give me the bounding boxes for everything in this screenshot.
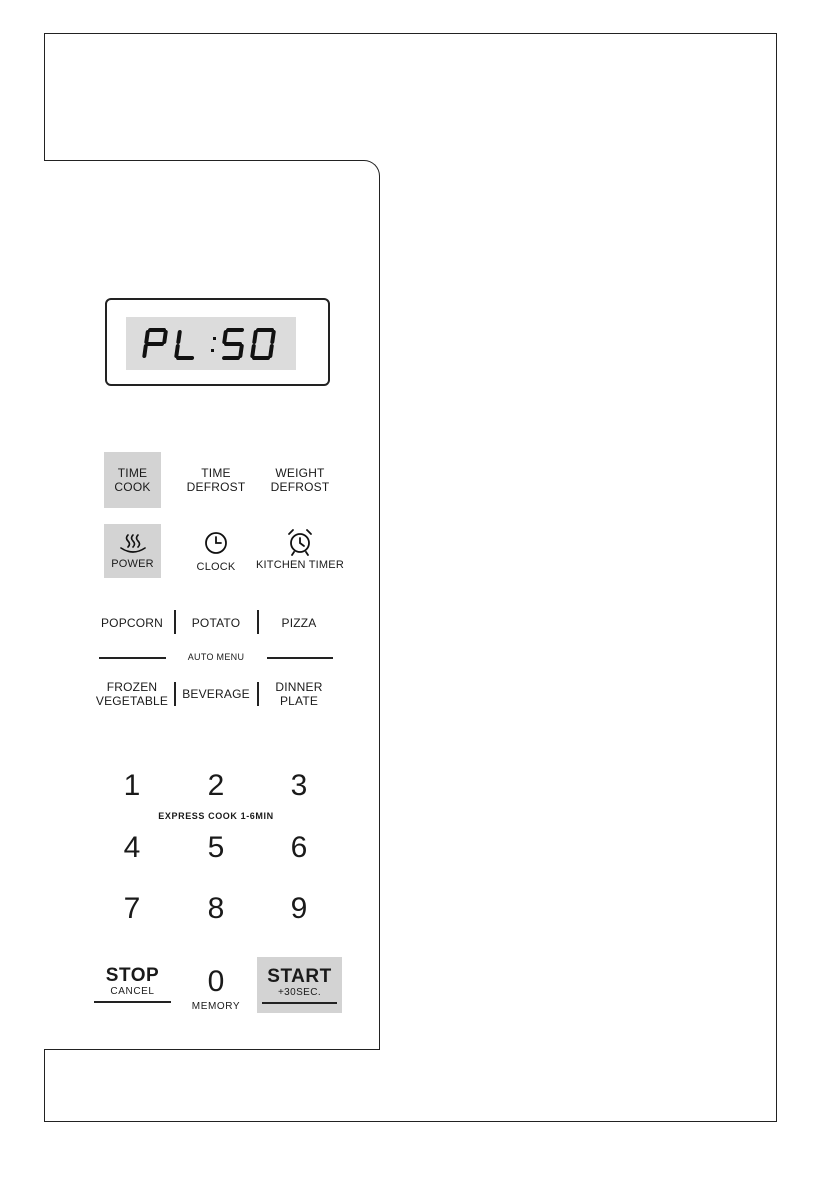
start-underline: [262, 1002, 337, 1004]
divider: [174, 682, 176, 706]
dinner-plate-label-1: DINNER: [275, 680, 323, 694]
time-cook-label-2: COOK: [114, 480, 151, 494]
auto-menu-rule-right: [267, 657, 333, 659]
memory-label: MEMORY: [191, 1001, 241, 1012]
digit-8-button[interactable]: 8: [207, 892, 225, 925]
kitchen-timer-label: KITCHEN TIMER: [256, 559, 344, 571]
pizza-label: PIZZA: [281, 616, 317, 630]
popcorn-label: POPCORN: [100, 616, 164, 630]
frozen-vegetable-label-1: FROZEN: [106, 680, 158, 694]
popcorn-button[interactable]: [94, 616, 170, 630]
time-cook-label-1: TIME: [117, 466, 148, 480]
start-30sec-button[interactable]: [257, 957, 342, 1013]
cancel-label: CANCEL: [110, 986, 155, 997]
potato-label: POTATO: [191, 616, 241, 630]
steam-icon: [118, 532, 148, 554]
divider: [174, 610, 176, 634]
auto-menu-label: AUTO MENU: [187, 652, 245, 662]
dinner-plate-button[interactable]: [262, 680, 336, 708]
weight-defrost-label-2: DEFROST: [270, 480, 330, 494]
clock-icon: [203, 530, 229, 556]
seven-segment-readout: [126, 317, 296, 370]
power-button[interactable]: [104, 524, 161, 578]
digit-9-button[interactable]: 9: [290, 892, 308, 925]
kitchen-timer-button[interactable]: [256, 528, 344, 572]
30sec-label: +30SEC.: [277, 987, 322, 998]
time-defrost-button[interactable]: [180, 466, 252, 494]
digit-5: [222, 330, 244, 358]
time-cook-button[interactable]: [104, 452, 161, 508]
colon: [211, 337, 216, 352]
display-screen: [126, 317, 296, 370]
clock-button[interactable]: [182, 530, 250, 574]
digit-1-button[interactable]: 1: [123, 769, 141, 802]
digit-l: [176, 332, 196, 358]
digit-2-button[interactable]: 2: [207, 769, 225, 802]
digit-6-button[interactable]: 6: [290, 831, 308, 864]
express-cook-label: EXPRESS COOK 1-6MIN: [158, 811, 274, 821]
digit-p: [144, 330, 166, 356]
divider: [257, 682, 259, 706]
alarm-clock-icon: [285, 528, 315, 556]
pizza-button[interactable]: [262, 616, 336, 630]
stop-underline: [94, 1001, 171, 1003]
time-defrost-label-2: DEFROST: [186, 480, 246, 494]
digit-7-button[interactable]: 7: [123, 892, 141, 925]
power-label: POWER: [111, 558, 154, 570]
stop-label: STOP: [105, 965, 160, 986]
auto-menu-rule-left: [99, 657, 166, 659]
dinner-plate-label-2: PLATE: [279, 694, 319, 708]
digit-0-button[interactable]: 0: [207, 965, 225, 998]
frozen-vegetable-label-2: VEGETABLE: [95, 694, 169, 708]
digit-3-button[interactable]: 3: [290, 769, 308, 802]
stop-cancel-button[interactable]: [94, 966, 171, 1003]
time-defrost-label-1: TIME: [201, 466, 231, 480]
digit-4-button[interactable]: 4: [123, 831, 141, 864]
divider: [257, 610, 259, 634]
clock-label: CLOCK: [196, 561, 236, 573]
weight-defrost-button[interactable]: [262, 466, 338, 494]
digit-5-button[interactable]: 5: [207, 831, 225, 864]
beverage-button[interactable]: [180, 687, 252, 701]
potato-button[interactable]: [180, 616, 252, 630]
start-label: START: [267, 966, 332, 987]
weight-defrost-label-1: WEIGHT: [275, 466, 325, 480]
frozen-vegetable-button[interactable]: [92, 680, 172, 708]
beverage-label: BEVERAGE: [182, 687, 250, 701]
digit-0: [252, 330, 274, 358]
